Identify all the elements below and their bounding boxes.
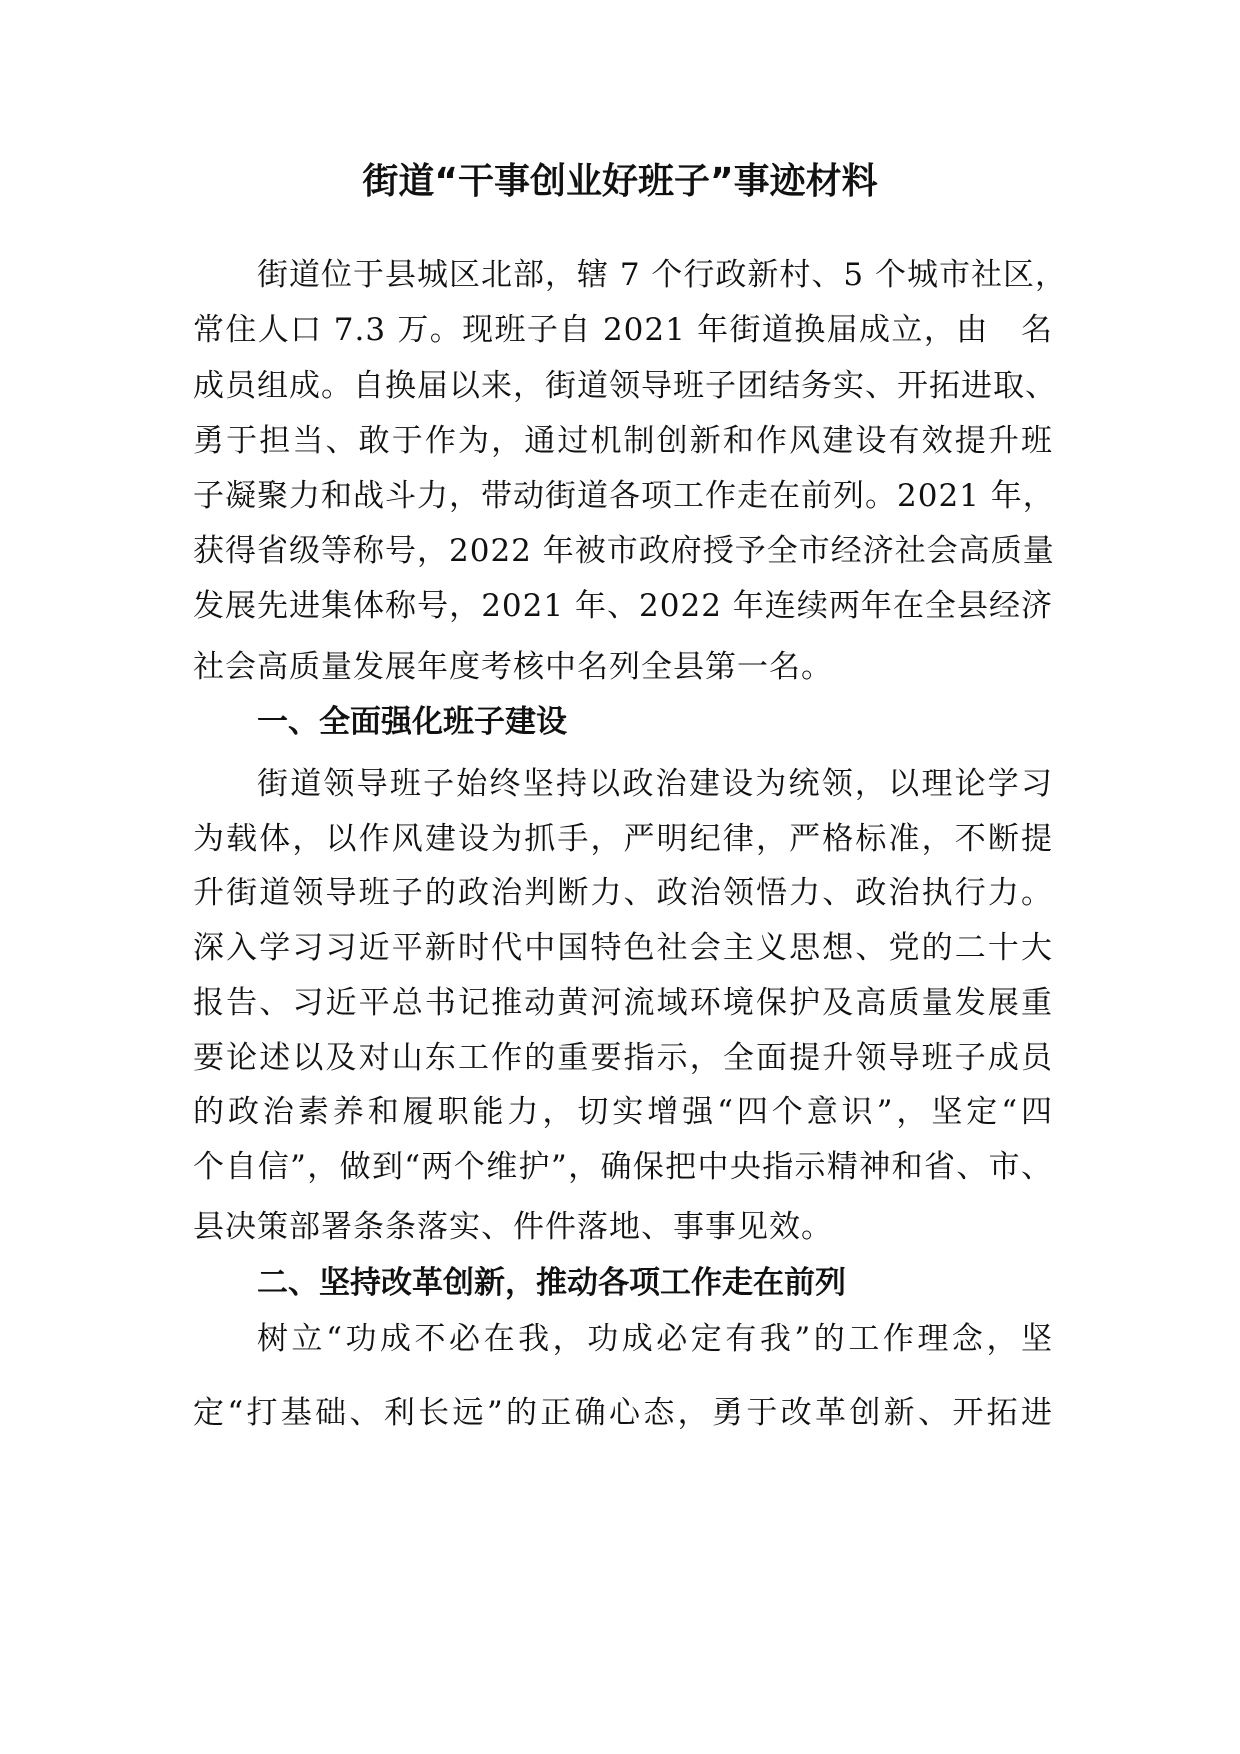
paragraph-1-line-8: 社会高质量发展年度考核中名列全县第一名。 [193, 649, 833, 685]
paragraph-1-line-1: 街道位于县城区北部，辖 7 个行政新村、5 个城市社区， [257, 257, 1068, 293]
paragraph-1-line-3: 成员组成。自换届以来，街道领导班子团结务实、开拓进取、 [193, 368, 1057, 404]
paragraph-1-line-4: 勇于担当、敢于作为，通过机制创新和作风建设有效提升班 [193, 423, 1053, 459]
paragraph-1-line-2: 常住人口 7.3 万。现班子自 2021 年街道换届成立，由 名 [193, 312, 1053, 348]
paragraph-2-line-6: 要论述以及对山东工作的重要指示，全面提升领导班子成员 [193, 1040, 1053, 1076]
paragraph-3-line-1: 树立“功成不必在我，功成必定有我”的工作理念，坚 [257, 1321, 1053, 1357]
paragraph-2-line-8: 个自信”，做到“两个维护”，确保把中央指示精神和省、市、 [193, 1149, 1053, 1185]
paragraph-1-line-7: 发展先进集体称号，2021 年、2022 年连续两年在全县经济 [193, 588, 1053, 624]
paragraph-2-line-1: 街道领导班子始终坚持以政治建设为统领，以理论学习 [257, 766, 1053, 802]
paragraph-2-line-4: 深入学习习近平新时代中国特色社会主义思想、党的二十大 [193, 930, 1053, 966]
paragraph-2-line-5: 报告、习近平总书记推动黄河流域环境保护及高质量发展重 [193, 985, 1053, 1021]
section-heading-1: 一、全面强化班子建设 [257, 704, 567, 740]
paragraph-1-line-6: 获得省级等称号，2022 年被市政府授予全市经济社会高质量 [193, 533, 1055, 569]
section-heading-2: 二、坚持改革创新，推动各项工作走在前列 [257, 1265, 846, 1301]
paragraph-2-line-9: 县决策部署条条落实、件件落地、事事见效。 [193, 1209, 833, 1245]
paragraph-2-line-7: 的政治素养和履职能力，切实增强“四个意识”，坚定“四 [193, 1094, 1053, 1130]
paragraph-1-line-5: 子凝聚力和战斗力，带动街道各项工作走在前列。2021 年， [193, 478, 1055, 514]
paragraph-2-line-3: 升街道领导班子的政治判断力、政治领悟力、政治执行力。 [193, 875, 1053, 911]
paragraph-3-line-2: 定“打基础、利长远”的正确心态，勇于改革创新、开拓进 [193, 1395, 1053, 1431]
paragraph-2-line-2: 为载体，以作风建设为抓手，严明纪律，严格标准，不断提 [193, 821, 1053, 857]
document-title: 街道“干事创业好班子”事迹材料 [362, 161, 878, 202]
